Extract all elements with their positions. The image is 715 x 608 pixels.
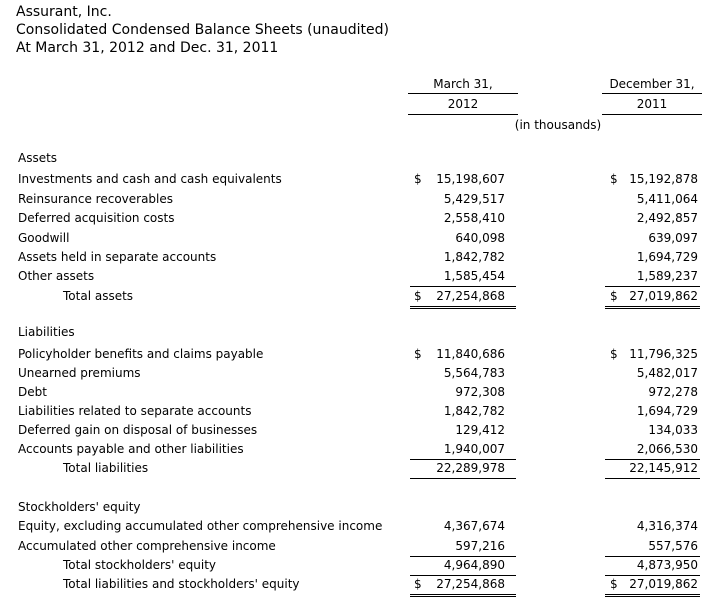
- col1-heading-line2: 2012: [447, 97, 479, 111]
- amount-2011: 134,033: [648, 423, 698, 437]
- amount-2012: 1,842,782: [443, 404, 505, 418]
- total-liabilities-row: [0, 459, 715, 478]
- liabilities-heading-row: [0, 323, 715, 342]
- col2-heading-rule: [602, 93, 702, 94]
- amount-2012: 597,216: [455, 539, 505, 553]
- amount-2012: 4,367,674: [443, 519, 505, 533]
- amount-2012: 129,412: [455, 423, 505, 437]
- amount-2011: 27,019,862: [629, 577, 698, 591]
- table-row: [0, 190, 715, 209]
- amount-2011: 1,694,729: [636, 404, 698, 418]
- amount-2011: 15,192,878: [629, 172, 698, 186]
- amount-2012: 5,429,517: [443, 192, 505, 206]
- row-label: Investments and cash and cash equivalents: [18, 172, 282, 186]
- col2-heading-line2: 2011: [636, 97, 668, 111]
- table-row: [0, 537, 715, 556]
- currency-sign: $: [610, 577, 618, 591]
- col1-heading-rule: [408, 93, 518, 94]
- amount-2012: 640,098: [455, 231, 505, 245]
- double-rule: [605, 306, 700, 307]
- units-note: (in thousands): [514, 118, 602, 132]
- total-label: Total liabilities: [63, 461, 149, 475]
- table-row: [0, 383, 715, 402]
- row-label: Debt: [18, 385, 47, 399]
- table-row: [0, 440, 715, 459]
- table-row: [0, 170, 715, 189]
- subtotal-rule: [410, 478, 516, 479]
- row-label: Accumulated other comprehensive income: [18, 539, 276, 553]
- row-label: Unearned premiums: [18, 366, 141, 380]
- double-rule: [605, 596, 700, 597]
- equity-heading-row: [0, 498, 715, 517]
- amount-2012: 1,940,007: [443, 442, 505, 456]
- row-label: Reinsurance recoverables: [18, 192, 174, 206]
- total-label: Total assets: [63, 289, 134, 303]
- amount-2011: 639,097: [648, 231, 698, 245]
- amount-2011: 1,694,729: [636, 250, 698, 264]
- amount-2012: 2,558,410: [443, 211, 505, 225]
- row-label: Deferred gain on disposal of businesses: [18, 423, 258, 437]
- col2-heading-underline: [602, 114, 702, 115]
- double-rule: [605, 594, 700, 595]
- currency-sign: $: [610, 172, 618, 186]
- amount-2012: 11,840,686: [436, 347, 505, 361]
- double-rule: [410, 596, 516, 597]
- currency-sign: $: [610, 289, 618, 303]
- amount-2012: 972,308: [455, 385, 505, 399]
- double-rule: [410, 594, 516, 595]
- company-name: Assurant, Inc.: [16, 4, 112, 20]
- statement-date: At March 31, 2012 and Dec. 31, 2011: [16, 40, 279, 56]
- amount-2011: 2,492,857: [636, 211, 698, 225]
- currency-sign: $: [414, 577, 422, 591]
- amount-2011: 1,589,237: [636, 269, 698, 283]
- amount-2011: 4,873,950: [636, 558, 698, 572]
- col1-heading-underline: [408, 114, 518, 115]
- amount-2011: 972,278: [648, 385, 698, 399]
- equity-heading: Stockholders' equity: [18, 500, 141, 514]
- amount-2012: 27,254,868: [436, 577, 505, 591]
- col1-heading-line1: March 31,: [433, 77, 493, 91]
- amount-2012: 4,964,890: [443, 558, 505, 572]
- row-label: Liabilities related to separate accounts: [18, 404, 252, 418]
- double-rule: [410, 306, 516, 307]
- total-label: Total stockholders' equity: [63, 558, 217, 572]
- double-rule: [605, 308, 700, 309]
- assets-heading: Assets: [18, 151, 58, 165]
- currency-sign: $: [414, 347, 422, 361]
- total-equity-row: [0, 556, 715, 575]
- amount-2012: 22,289,978: [436, 461, 505, 475]
- amount-2012: 15,198,607: [436, 172, 505, 186]
- row-label: Equity, excluding accumulated other comprehensive income: [18, 519, 383, 533]
- amount-2012: 1,585,454: [443, 269, 505, 283]
- table-row: [0, 229, 715, 248]
- total-label: Total liabilities and stockholders' equity: [63, 577, 300, 591]
- table-row: [0, 517, 715, 536]
- currency-sign: $: [414, 172, 422, 186]
- row-label: Deferred acquisition costs: [18, 211, 175, 225]
- amount-2011: 4,316,374: [636, 519, 698, 533]
- amount-2011: 27,019,862: [629, 289, 698, 303]
- currency-sign: $: [610, 347, 618, 361]
- assets-heading-row: [0, 149, 715, 168]
- currency-sign: $: [414, 289, 422, 303]
- table-row: [0, 421, 715, 440]
- amount-2012: 27,254,868: [436, 289, 505, 303]
- grand-total-row: [0, 575, 715, 594]
- amount-2012: 5,564,783: [443, 366, 505, 380]
- table-row: [0, 248, 715, 267]
- subtotal-rule: [605, 478, 700, 479]
- row-label: Accounts payable and other liabilities: [18, 442, 244, 456]
- row-label: Policyholder benefits and claims payable: [18, 347, 264, 361]
- amount-2011: 2,066,530: [636, 442, 698, 456]
- amount-2011: 5,411,064: [636, 192, 698, 206]
- liabilities-heading: Liabilities: [18, 325, 75, 339]
- statement-title: Consolidated Condensed Balance Sheets (unaudited): [16, 22, 389, 38]
- row-label: Other assets: [18, 269, 95, 283]
- row-label: Goodwill: [18, 231, 70, 245]
- table-row: [0, 267, 715, 286]
- double-rule: [410, 308, 516, 309]
- table-row: [0, 364, 715, 383]
- table-row: [0, 345, 715, 364]
- amount-2011: 22,145,912: [629, 461, 698, 475]
- table-row: [0, 209, 715, 228]
- amount-2012: 1,842,782: [443, 250, 505, 264]
- table-row: [0, 402, 715, 421]
- amount-2011: 5,482,017: [636, 366, 698, 380]
- amount-2011: 11,796,325: [629, 347, 698, 361]
- row-label: Assets held in separate accounts: [18, 250, 217, 264]
- col2-heading-line1: December 31,: [609, 77, 695, 91]
- amount-2011: 557,576: [648, 539, 698, 553]
- total-assets-row: [0, 287, 715, 306]
